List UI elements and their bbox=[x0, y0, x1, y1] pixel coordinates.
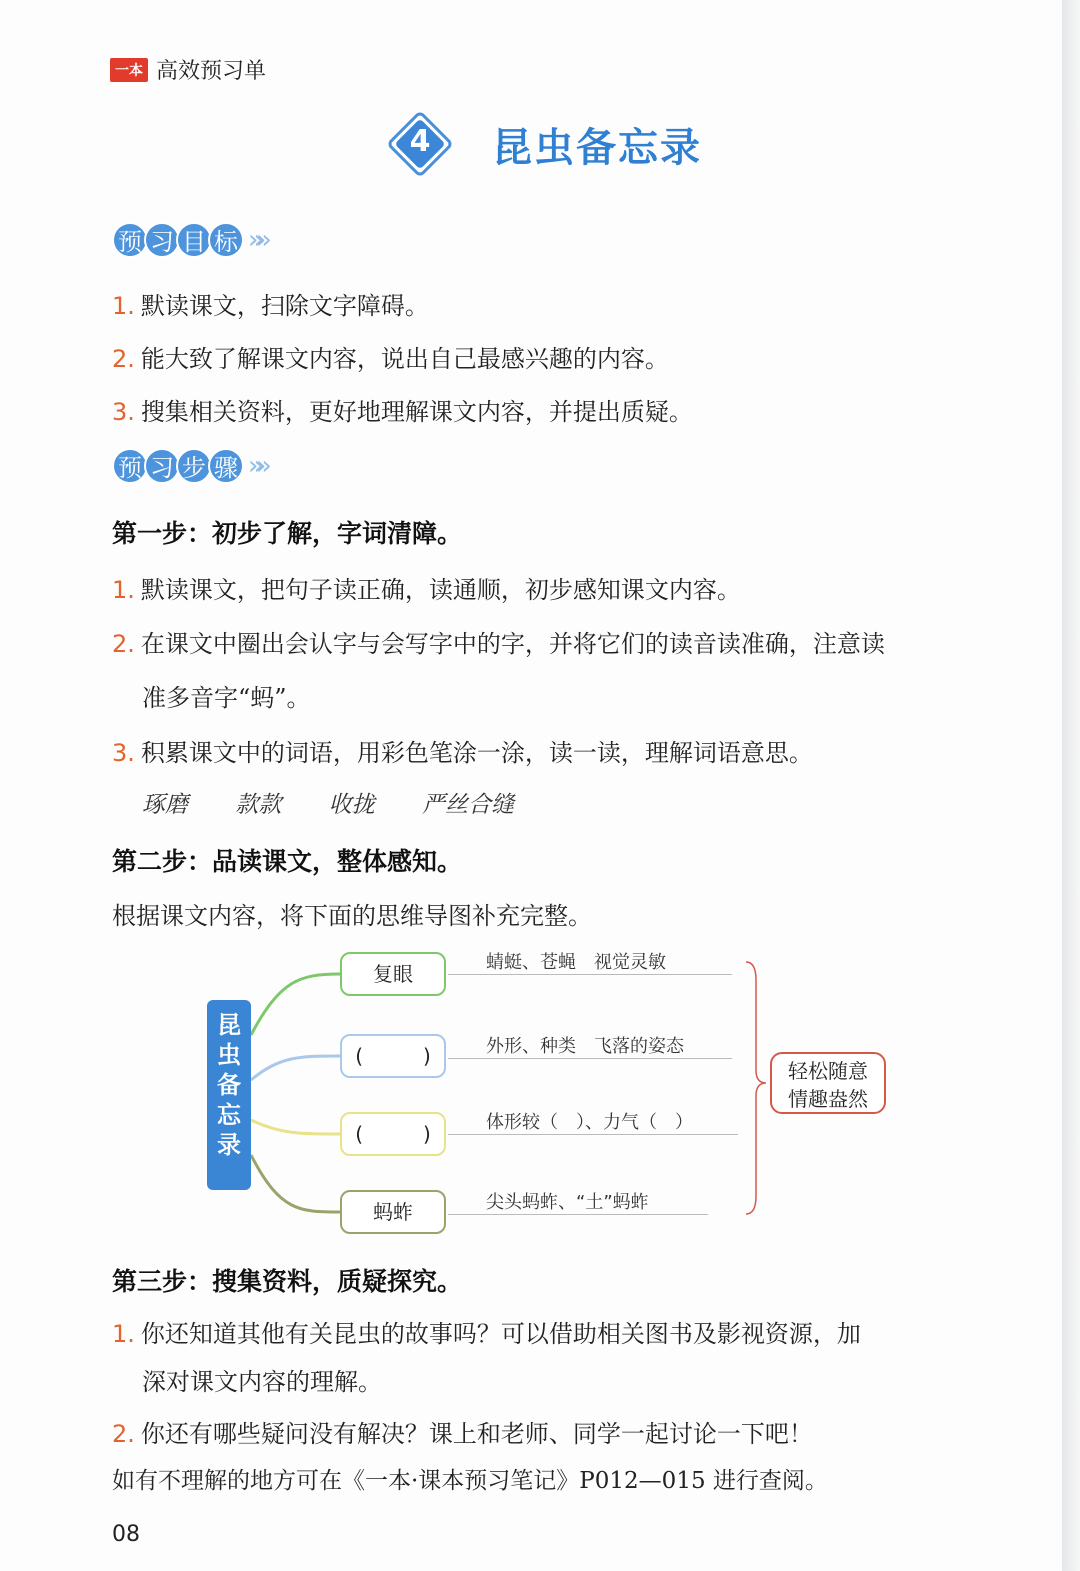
vocab-words bbox=[142, 786, 554, 819]
badge-char: 步 bbox=[176, 448, 212, 484]
mind-map bbox=[190, 940, 910, 1240]
brace bbox=[746, 962, 766, 1214]
goal-item: 2. 能大致了解课文内容，说出自己最感兴趣的内容。 bbox=[112, 345, 669, 373]
step2-instruction: 根据课文内容，将下面的思维导图补充完整。 bbox=[112, 902, 592, 930]
mind-map-leaf: 外形、种类 飞落的姿态 bbox=[486, 1036, 684, 1057]
mind-map-leaf: 体形较（ ）、力气（ ） bbox=[486, 1112, 693, 1133]
summary-line: 轻松随意 bbox=[788, 1059, 868, 1083]
connector bbox=[251, 974, 340, 1035]
leaf-underline bbox=[448, 1058, 732, 1059]
badge-char: 预 bbox=[112, 222, 148, 258]
step1-item: 1. 默读课文，把句子读正确，读通顺，初步感知课文内容。 bbox=[112, 576, 741, 604]
vocab-word: 琢磨 bbox=[142, 792, 188, 818]
leaf-underline bbox=[448, 974, 732, 975]
mind-map-node: 蚂蚱 bbox=[340, 1190, 446, 1234]
badge-char: 习 bbox=[144, 448, 180, 484]
step3-item: 1. 你还知道其他有关昆虫的故事吗？可以借助相关图书及影视资源，加 bbox=[112, 1320, 861, 1348]
goals-badge bbox=[112, 222, 264, 258]
mind-map-root: 昆 虫 备 忘 录 bbox=[207, 1000, 251, 1190]
badge-char: 预 bbox=[112, 448, 148, 484]
badge-char: 目 bbox=[176, 222, 212, 258]
lesson-number: 4 bbox=[409, 124, 431, 159]
brand-text: 高效预习单 bbox=[156, 59, 267, 84]
page-number: 08 bbox=[112, 1522, 140, 1547]
summary-line: 情趣盎然 bbox=[788, 1087, 868, 1111]
brand-logo: 一本 bbox=[110, 58, 148, 82]
mind-map-summary bbox=[770, 1052, 886, 1114]
step3-item: 2. 你还有哪些疑问没有解决？课上和老师、同学一起讨论一下吧！ bbox=[112, 1420, 813, 1448]
step3-item-cont: 深对课文内容的理解。 bbox=[142, 1368, 382, 1396]
leaf-underline bbox=[448, 1134, 738, 1135]
vocab-word: 严丝合缝 bbox=[421, 792, 514, 818]
page-title: 昆虫备忘录 bbox=[492, 124, 702, 171]
connector bbox=[251, 1155, 340, 1212]
brand-header bbox=[110, 54, 266, 85]
footer-note: 如有不理解的地方可在《一本·课本预习笔记》P012—015 进行查阅。 bbox=[112, 1468, 828, 1494]
lesson-title-block bbox=[388, 112, 702, 176]
badge-char: 标 bbox=[208, 222, 244, 258]
leaf-underline bbox=[448, 1214, 708, 1215]
connector bbox=[251, 1056, 340, 1080]
mind-map-node: 复眼 bbox=[340, 952, 446, 996]
goal-item: 1. 默读课文，扫除文字障碍。 bbox=[112, 292, 429, 320]
chevron-right-icon: »» bbox=[248, 451, 264, 481]
badge-char: 骤 bbox=[208, 448, 244, 484]
badge-char: 习 bbox=[144, 222, 180, 258]
step1-item-cont: 准多音字“蚂”。 bbox=[142, 684, 311, 712]
step1-item: 2. 在课文中圈出会认字与会写字中的字，并将它们的读音读准确，注意读 bbox=[112, 630, 885, 658]
step1-title: 第一步：初步了解，字词清障。 bbox=[112, 519, 463, 548]
page-edge bbox=[1062, 0, 1080, 1571]
lesson-number-badge bbox=[388, 112, 452, 176]
step1-item: 3. 积累课文中的词语，用彩色笔涂一涂，读一读，理解词语意思。 bbox=[112, 739, 813, 767]
mind-map-leaf: 蜻蜓、苍蝇 视觉灵敏 bbox=[486, 952, 666, 973]
mind-map-leaf: 尖头蚂蚱、“土”蚂蚱 bbox=[486, 1192, 649, 1213]
goal-item: 3. 搜集相关资料，更好地理解课文内容，并提出质疑。 bbox=[112, 398, 693, 426]
step2-title: 第二步：品读课文，整体感知。 bbox=[112, 847, 463, 876]
connector bbox=[251, 1120, 340, 1134]
vocab-word: 款款 bbox=[235, 792, 282, 818]
steps-badge bbox=[112, 448, 264, 484]
chevron-right-icon: »» bbox=[248, 225, 264, 255]
step3-title: 第三步：搜集资料，质疑探究。 bbox=[112, 1267, 463, 1296]
vocab-word: 收拢 bbox=[328, 792, 375, 818]
mind-map-node-blank[interactable]: ( ) bbox=[340, 1112, 446, 1156]
mind-map-node-blank[interactable]: ( ) bbox=[340, 1034, 446, 1078]
